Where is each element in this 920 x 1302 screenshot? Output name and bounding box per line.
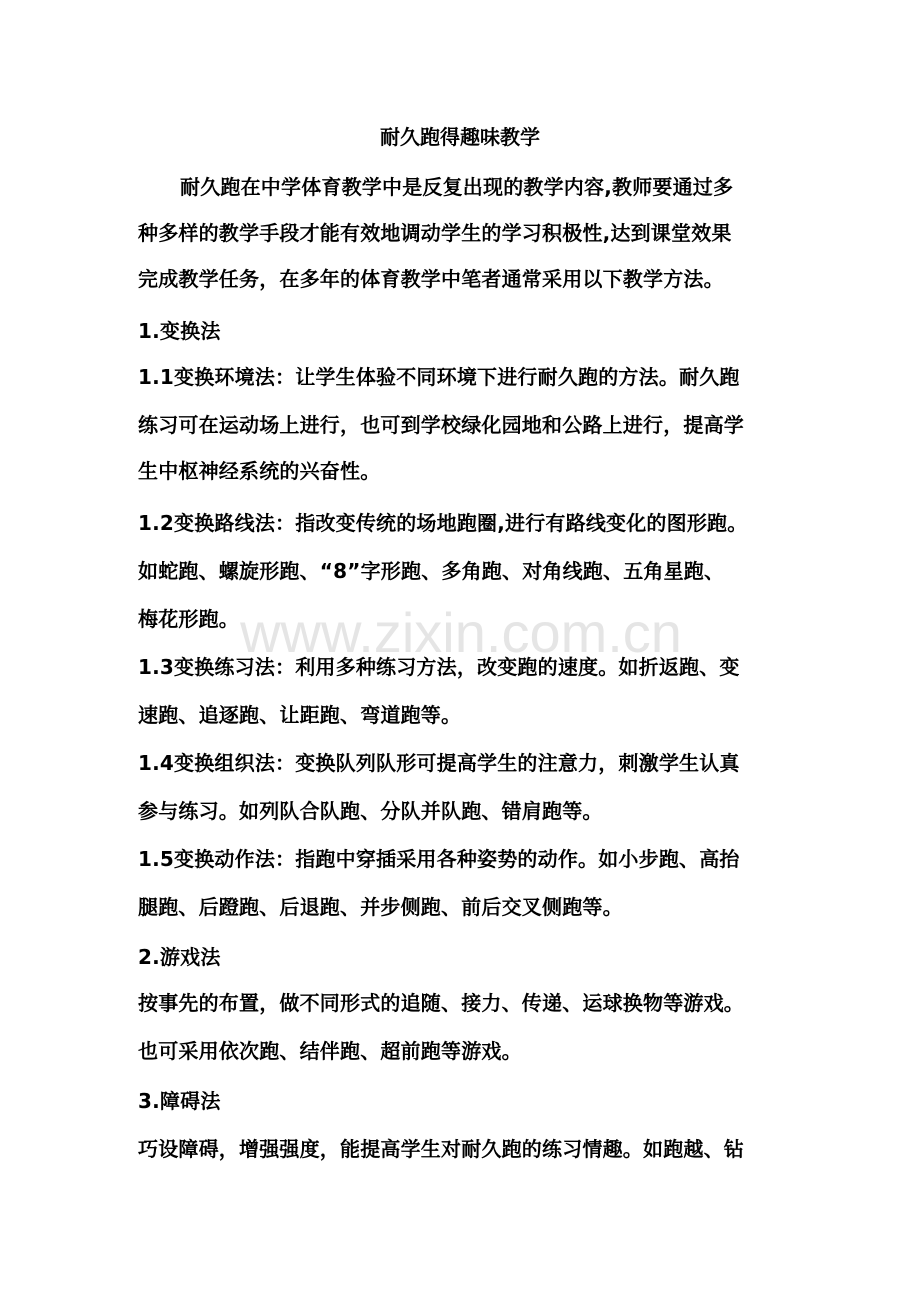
paragraph-line: 参与练习。如列队合队跑、分队并队跑、错肩跑等。: [138, 799, 603, 823]
paragraph-line: 1.4变换组织法：变换队列队形可提高学生的注意力，刺激学生认真: [138, 751, 740, 775]
paragraph-line: 1.2变换路线法：指改变传统的场地跑圈,进行有路线变化的图形跑。: [138, 511, 748, 535]
watermark-text: www.zixin.com.cn: [240, 601, 682, 664]
paragraph-line: 生中枢神经系统的兴奋性。: [138, 459, 381, 483]
paragraph-line: 按事先的布置，做不同形式的追随、接力、传递、运球换物等游戏。: [138, 991, 744, 1015]
paragraph-line: 速跑、追逐跑、让距跑、弯道跑等。: [138, 703, 462, 727]
paragraph-line: 种多样的教学手段才能有效地调动学生的学习积极性,达到课堂效果: [138, 221, 732, 245]
paragraph-line: 1.1变换环境法：让学生体验不同环境下进行耐久跑的方法。耐久跑: [138, 365, 740, 389]
paragraph-line: 也可采用依次跑、结伴跑、超前跑等游戏。: [138, 1039, 522, 1063]
paragraph-line: 梅花形跑。: [138, 607, 239, 631]
paragraph-line: 1.5变换动作法：指跑中穿插采用各种姿势的动作。如小步跑、高抬: [138, 847, 740, 871]
paragraph-line: 耐久跑在中学体育教学中是反复出现的教学内容,教师要通过多: [180, 175, 734, 199]
paragraph-line: 腿跑、后蹬跑、后退跑、并步侧跑、前后交叉侧跑等。: [138, 895, 623, 919]
section-heading: 1.变换法: [138, 319, 221, 343]
paragraph-line: 1.3变换练习法：利用多种练习方法，改变跑的速度。如折返跑、变: [138, 655, 740, 679]
paragraph-line: 巧设障碍，增强强度，能提高学生对耐久跑的练习情趣。如跑越、钻: [138, 1137, 744, 1161]
paragraph-line: 练习可在运动场上进行，也可到学校绿化园地和公路上进行，提高学: [138, 413, 744, 437]
paragraph-line: 完成教学任务，在多年的体育教学中笔者通常采用以下教学方法。: [138, 267, 724, 291]
document-title: 耐久跑得趣味教学: [380, 125, 540, 149]
section-heading: 2.游戏法: [138, 945, 221, 969]
paragraph-line: 如蛇跑、螺旋形跑、“8”字形跑、多角跑、对角线跑、五角星跑、: [138, 559, 725, 583]
section-heading: 3.障碍法: [138, 1089, 221, 1113]
